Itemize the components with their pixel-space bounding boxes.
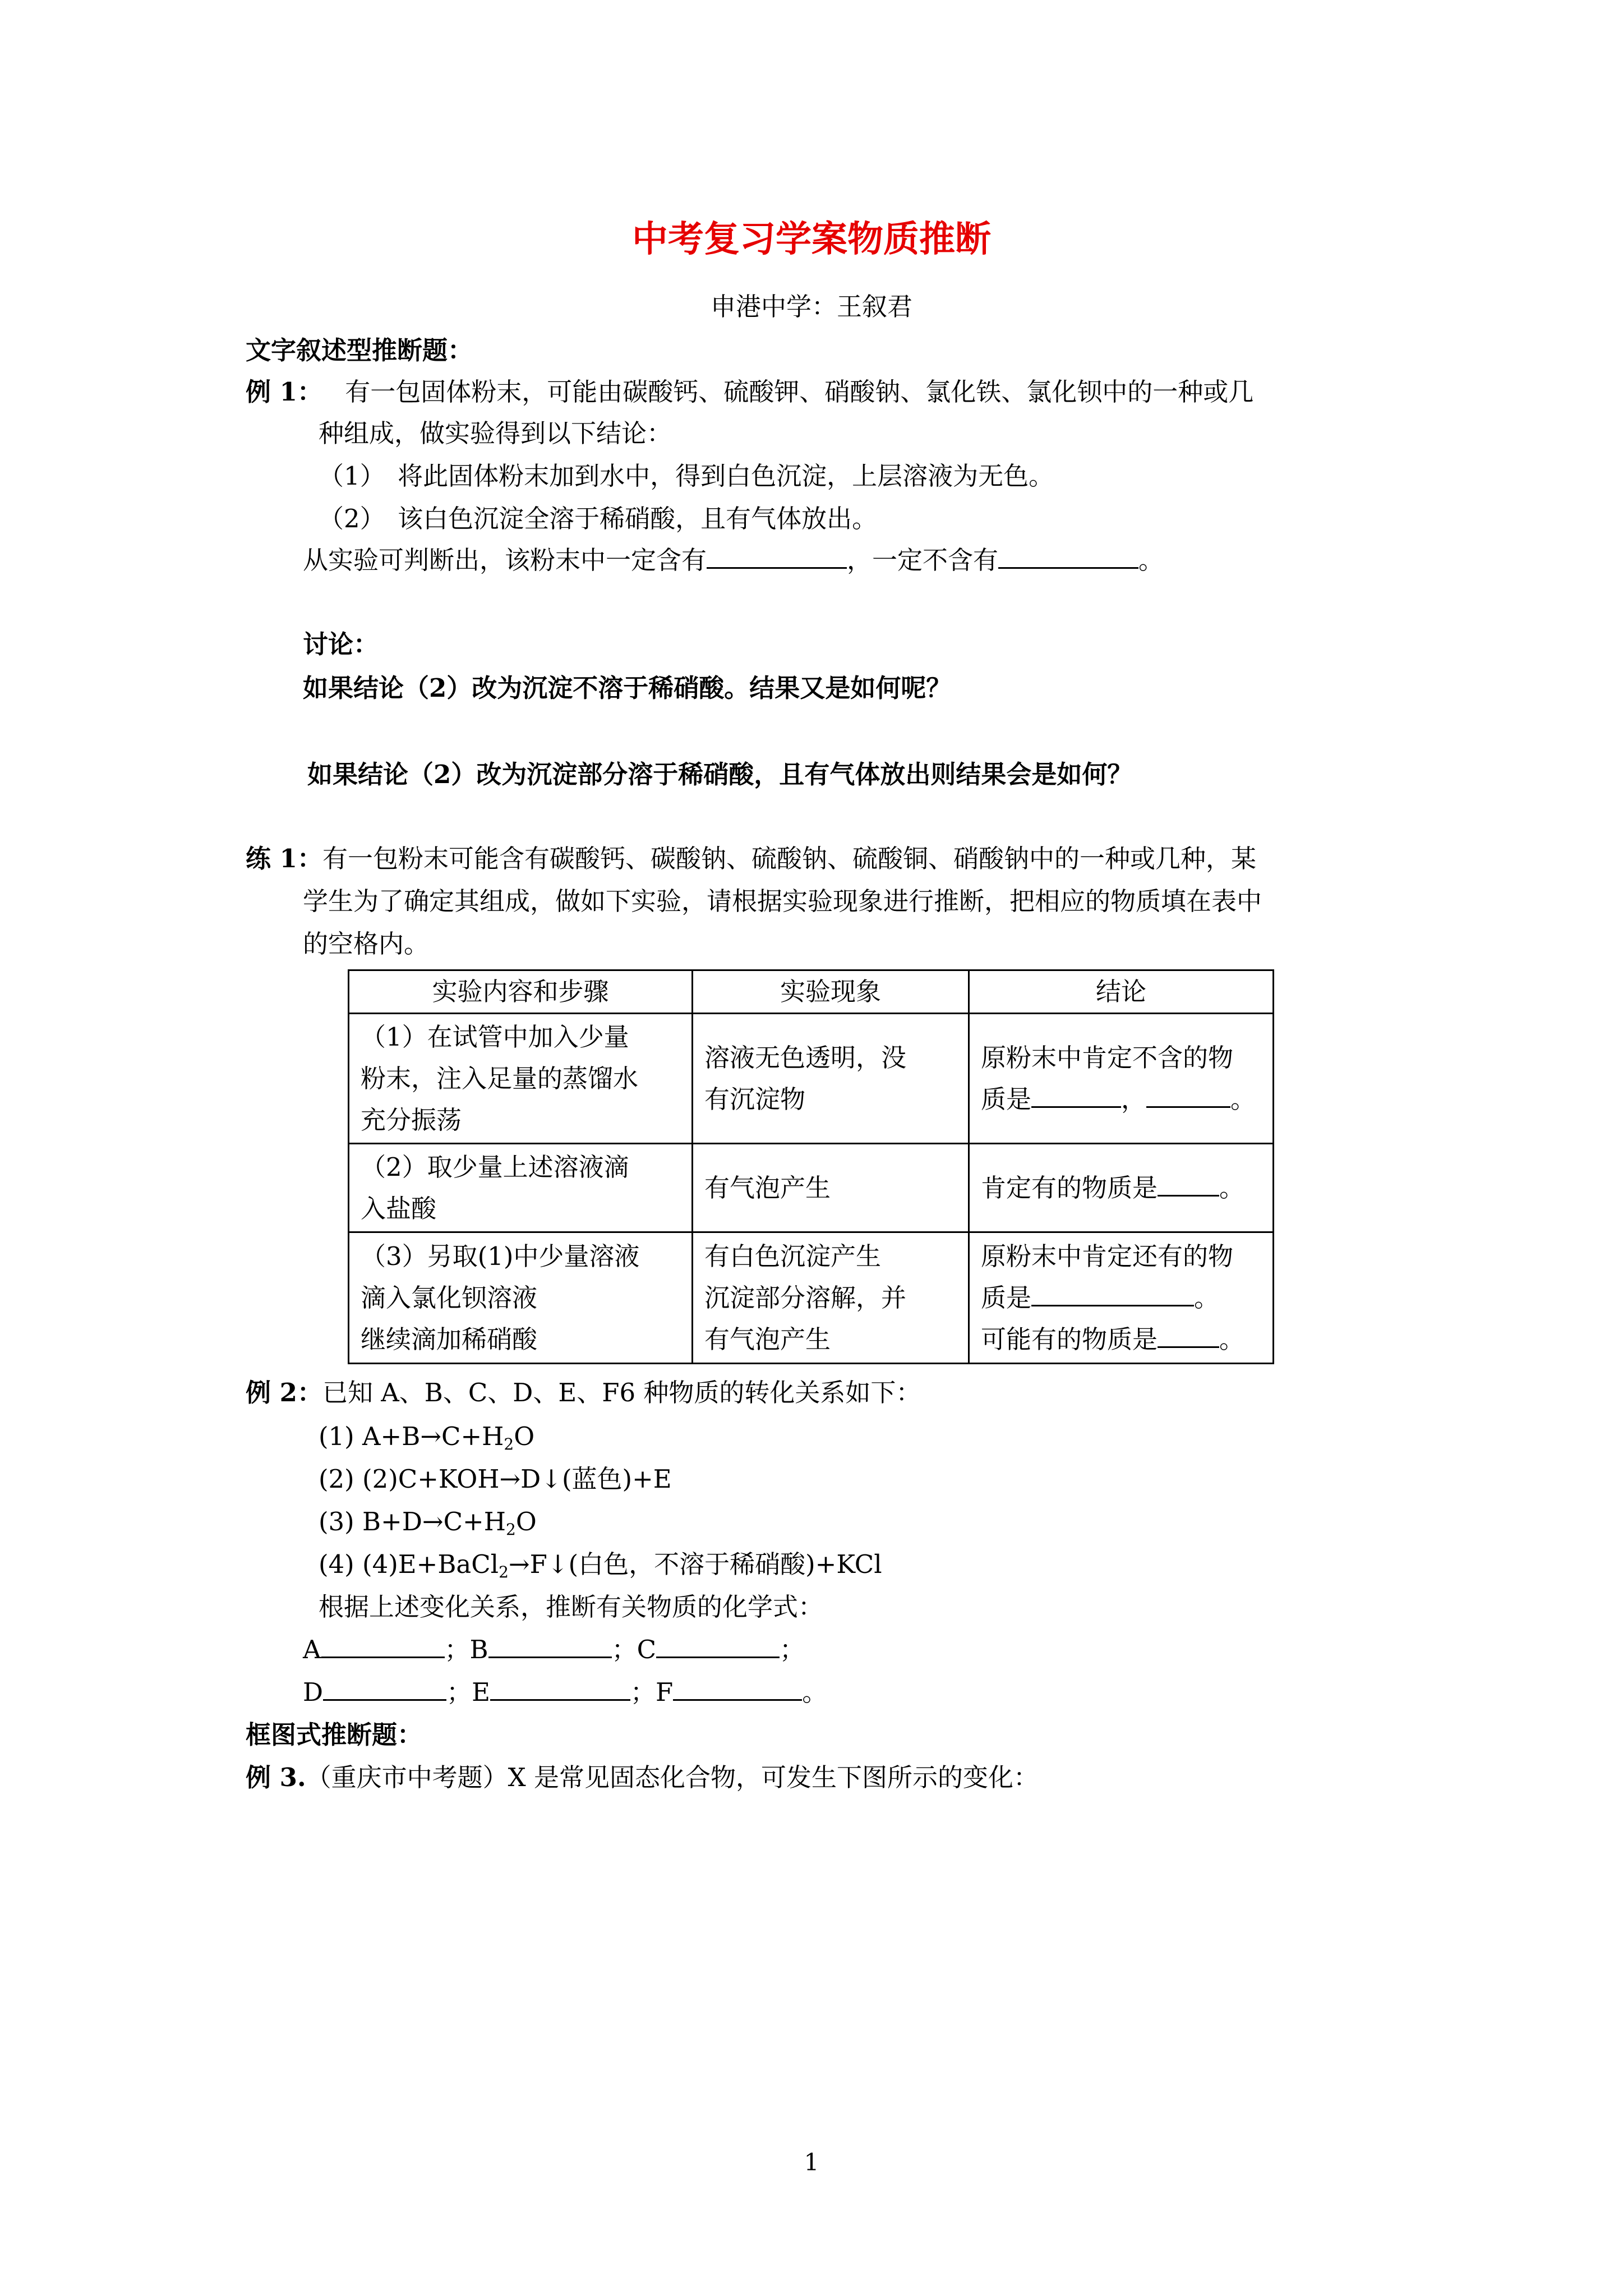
answer-blank[interactable] <box>1031 1281 1194 1306</box>
discussion-question-2: 如果结论（2）改为沉淀部分溶于稀硝酸，且有气体放出则结果会是如何？ <box>307 760 1133 789</box>
cell-text: 有气泡产生 <box>704 1324 831 1354</box>
answer-blank[interactable] <box>488 1633 612 1658</box>
answer-label: ；C <box>611 1635 657 1664</box>
cell-text: 。 <box>1194 1282 1220 1313</box>
answer-line-abc <box>303 1632 805 1667</box>
answer-label: A <box>303 1635 321 1664</box>
example-1-text-1: 有一包固体粉末，可能由碳酸钙、硫酸钾、硝酸钠、氯化铁、氯化钡中的一种或几 <box>345 377 1254 407</box>
cell-line-with-blanks <box>981 1277 1261 1319</box>
answer-blank[interactable] <box>490 1676 630 1701</box>
answer-label: 。 <box>802 1677 828 1707</box>
answer-blank[interactable] <box>321 1633 445 1658</box>
cell-text: 滴入氯化钡溶液 <box>361 1282 538 1313</box>
reaction-text: →F↓(白色，不溶于稀硝酸)+KCl <box>508 1549 882 1579</box>
cell-text: 肯定有的物质是 <box>981 1172 1158 1203</box>
example-1-label: 例 1： <box>246 377 322 407</box>
discussion-label: 讨论： <box>303 629 379 659</box>
phenomenon-cell <box>693 1014 969 1144</box>
cell-line-with-blanks <box>981 1167 1261 1209</box>
answer-blank[interactable] <box>707 544 847 569</box>
example-3-text: （重庆市中考题）X 是常见固态化合物，可发生下图所示的变化： <box>306 1763 1039 1792</box>
subscript: 2 <box>504 1435 514 1453</box>
example-3-line <box>246 1760 1039 1795</box>
example-1-item-2: （2） 该白色沉淀全溶于稀硝酸，且有气体放出。 <box>319 504 878 533</box>
step-cell <box>349 1144 693 1232</box>
answer-blank[interactable] <box>1158 1323 1219 1348</box>
example-2-ask: 根据上述变化关系，推断有关物质的化学式： <box>319 1592 824 1622</box>
step-cell <box>349 1232 693 1364</box>
cell-text: 。 <box>1230 1084 1256 1114</box>
practice-1-line-2: 学生为了确定其组成，做如下实验，请根据实验现象进行推断，把相应的物质填在表中 <box>303 886 1262 916</box>
answer-label: D <box>303 1677 324 1707</box>
answer-blank[interactable] <box>656 1633 780 1658</box>
conclusion-text-a: 从实验可判断出，该粉末中一定含有 <box>303 545 707 575</box>
table-row <box>349 1144 1274 1232</box>
author-line: 申港中学：王叙君 <box>710 292 912 321</box>
cell-text: 质是 <box>981 1084 1032 1114</box>
cell-text: 。 <box>1219 1324 1245 1354</box>
cell-text: 有气泡产生 <box>704 1172 831 1203</box>
section-heading-text-inference: 文字叙述型推断题： <box>246 335 473 365</box>
cell-text: 入盐酸 <box>361 1193 437 1223</box>
table-header-cell: 结论 <box>969 970 1274 1014</box>
practice-1-line-3: 的空格内。 <box>303 929 430 959</box>
cell-text: （2）取少量上述溶液滴 <box>361 1152 629 1182</box>
reaction-text: O <box>515 1507 537 1536</box>
reaction-text: O <box>514 1421 535 1451</box>
conclusion-text-c: 。 <box>1138 545 1164 575</box>
cell-text: 原粉末中肯定不含的物 <box>981 1042 1234 1073</box>
page-title: 中考复习学案物质推断 <box>632 218 991 260</box>
reaction-text: (4) (4)E+BaCl <box>319 1549 499 1579</box>
cell-text: 溶液无色透明，没 <box>704 1042 907 1073</box>
cell-text: ， <box>1121 1084 1147 1114</box>
step-cell <box>349 1014 693 1144</box>
conclusion-cell <box>969 1144 1274 1232</box>
cell-text: 充分振荡 <box>361 1105 462 1135</box>
cell-text: 有白色沉淀产生 <box>704 1241 882 1271</box>
conclusion-cell <box>969 1014 1274 1144</box>
example-2-intro-line <box>246 1375 921 1410</box>
answer-label: ；F <box>630 1677 674 1707</box>
example-1-line-2: 种组成，做实验得到以下结论： <box>319 418 672 448</box>
example-1-conclusion <box>303 543 1164 578</box>
cell-text: （3）另取(1)中少量溶液 <box>361 1241 640 1271</box>
reaction-2: (2) (2)C+KOH→D↓(蓝色)+E <box>319 1464 672 1494</box>
cell-text: 。 <box>1219 1172 1245 1203</box>
example-1-item-1: （1） 将此固体粉末加到水中，得到白色沉淀，上层溶液为无色。 <box>319 461 1054 491</box>
answer-blank[interactable] <box>673 1676 802 1701</box>
answer-label: ；B <box>444 1635 488 1664</box>
reaction-text: (3) B+D→C+H <box>319 1507 506 1536</box>
cell-text: 有沉淀物 <box>704 1084 806 1114</box>
reaction-1 <box>319 1419 534 1462</box>
table-header-cell: 实验现象 <box>693 970 969 1014</box>
cell-text: 继续滴加稀硝酸 <box>361 1324 538 1354</box>
section-heading-diagram-inference: 框图式推断题： <box>246 1720 423 1750</box>
reaction-4 <box>319 1547 882 1590</box>
practice-1-text-1: 有一包粉末可能含有碳酸钙、碳酸钠、硫酸钠、硫酸铜、硝酸钠中的一种或几种，某 <box>322 844 1256 873</box>
reaction-text: (1) A+B→C+H <box>319 1421 504 1451</box>
answer-blank[interactable] <box>1031 1083 1121 1108</box>
cell-text: 粉末，注入足量的蒸馏水 <box>361 1063 639 1093</box>
answer-blank[interactable] <box>323 1676 446 1701</box>
answer-label: ； <box>780 1635 805 1664</box>
example-2-intro: 已知 A、B、C、D、E、F6 种物质的转化关系如下： <box>322 1378 921 1407</box>
conclusion-text-b: ，一定不含有 <box>847 545 999 575</box>
practice-1-line-1 <box>246 841 1256 876</box>
table-row <box>349 1232 1274 1364</box>
table-row <box>349 1014 1274 1144</box>
cell-text: 沉淀部分溶解，并 <box>704 1282 907 1313</box>
subscript: 2 <box>499 1563 509 1581</box>
cell-text: 质是 <box>981 1282 1032 1313</box>
answer-line-def <box>303 1675 827 1710</box>
answer-blank[interactable] <box>1146 1083 1230 1108</box>
practice-1-label: 练 1： <box>246 844 322 873</box>
answer-label: ；E <box>446 1677 490 1707</box>
page-number: 1 <box>804 2148 819 2176</box>
table-header-row <box>349 970 1274 1014</box>
conclusion-cell <box>969 1232 1274 1364</box>
cell-line-with-blanks <box>981 1319 1261 1360</box>
phenomenon-cell <box>693 1232 969 1364</box>
discussion-question-1: 如果结论（2）改为沉淀不溶于稀硝酸。结果又是如何呢？ <box>303 673 952 703</box>
answer-blank[interactable] <box>1158 1171 1219 1197</box>
example-2-label: 例 2： <box>246 1378 322 1407</box>
cell-text: （1）在试管中加入少量 <box>361 1022 629 1052</box>
subscript: 2 <box>505 1520 516 1539</box>
answer-blank[interactable] <box>998 544 1138 569</box>
experiment-table <box>348 969 1274 1364</box>
example-1-line-1 <box>246 375 1253 409</box>
table-header-cell: 实验内容和步骤 <box>349 970 693 1014</box>
reaction-3 <box>319 1504 537 1547</box>
cell-line-with-blanks <box>981 1079 1261 1120</box>
example-3-label: 例 3. <box>246 1763 306 1792</box>
phenomenon-cell <box>693 1144 969 1232</box>
cell-text: 可能有的物质是 <box>981 1324 1158 1354</box>
cell-text: 原粉末中肯定还有的物 <box>981 1241 1234 1271</box>
